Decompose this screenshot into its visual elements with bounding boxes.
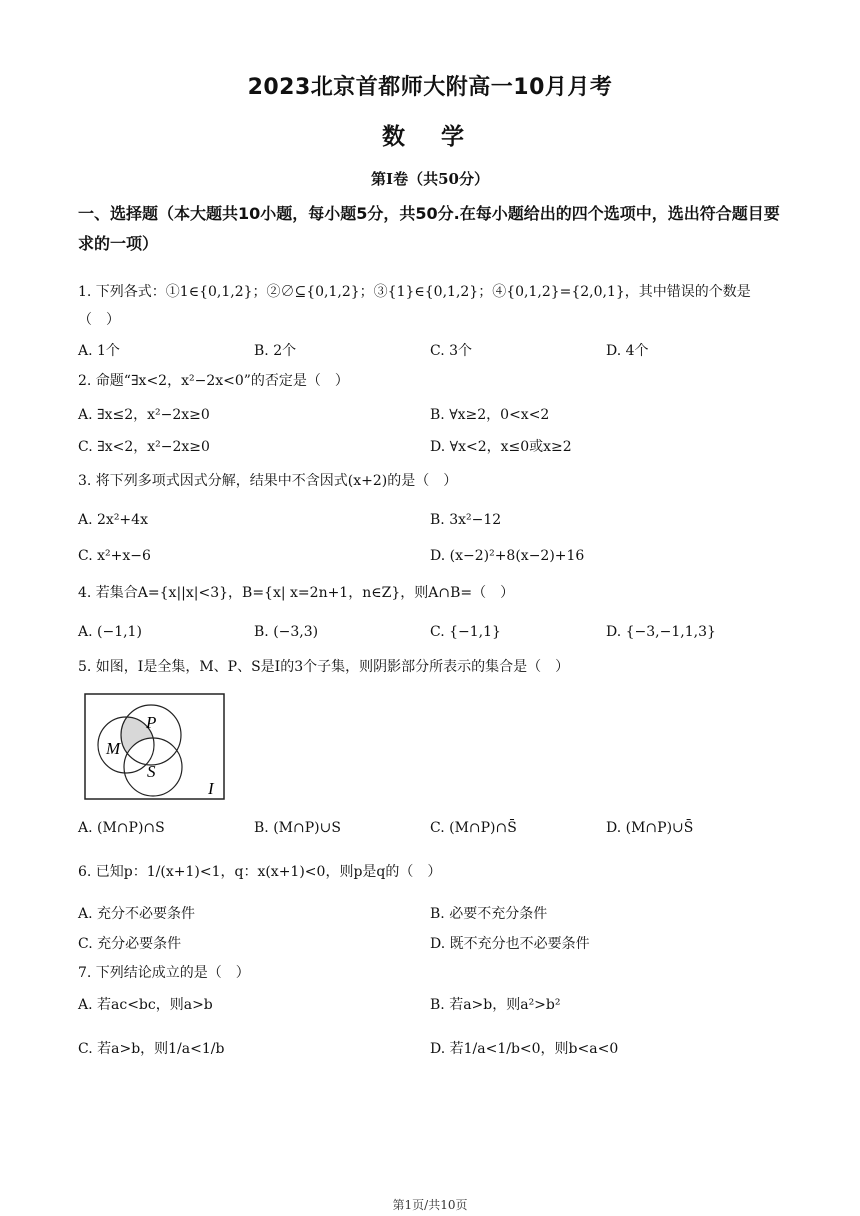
question-5-option-a: A. (M∩P)∩S xyxy=(78,820,165,836)
question-4-option-c: C. {−1,1} xyxy=(430,624,501,640)
question-3-option-b: B. 3x²−12 xyxy=(430,512,502,528)
question-1-option-d: D. 4个 xyxy=(606,343,649,359)
question-7-option-b: B. 若a>b，则a²>b² xyxy=(430,997,561,1013)
question-6-option-c: C. 充分必要条件 xyxy=(78,936,182,952)
question-5-option-b: B. (M∩P)∪S xyxy=(254,820,341,836)
question-6-option-b: B. 必要不充分条件 xyxy=(430,906,548,922)
question-6-option-d: D. 既不充分也不必要条件 xyxy=(430,936,590,952)
question-5-option-d: D. (M∩P)∪S̄ xyxy=(606,820,694,836)
question-1-stem: 1. 下列各式：①1∈{0,1,2}；②∅⊆{0,1,2}；③{1}∈{0,1,2}；④{0,1,2}={2,0,1}，其中错误的个数是 xyxy=(78,284,751,300)
label-i: I xyxy=(208,779,214,798)
page-title: 2023北京首都师大附高一10月月考 xyxy=(247,75,613,100)
question-6-option-a: A. 充分不必要条件 xyxy=(78,906,196,922)
section-heading: 一、选择题（本大题共10小题，每小题5分，共50分.在每小题给出的四个选项中，选出符合题目要求的一项） xyxy=(78,204,780,253)
question-2-option-d: D. ∀x<2，x≤0或x≥2 xyxy=(430,439,572,455)
question-4-option-b: B. (−3,3) xyxy=(254,624,319,640)
question-7-stem: 7. 下列结论成立的是（ ） xyxy=(78,965,250,981)
subject-heading: 数 学 xyxy=(381,124,478,150)
venn-diagram xyxy=(84,693,226,801)
question-2-stem: 2. 命题“∃x<2，x²−2x<0”的否定是（ ） xyxy=(78,373,349,389)
label-s: S xyxy=(147,762,156,781)
question-7-option-c: C. 若a>b，则1/a<1/b xyxy=(78,1041,225,1057)
question-2-option-c: C. ∃x<2，x²−2x≥0 xyxy=(78,439,210,455)
question-3-stem: 3. 将下列多项式因式分解，结果中不含因式(x+2)的是（ ） xyxy=(78,473,458,489)
question-2-option-b: B. ∀x≥2，0<x<2 xyxy=(430,407,550,423)
page-footer: 第1页/共10页 xyxy=(392,1198,468,1212)
question-4-option-d: D. {−3,−1,1,3} xyxy=(606,624,716,640)
question-3-option-a: A. 2x²+4x xyxy=(78,512,148,528)
question-1-option-a: A. 1个 xyxy=(78,343,120,359)
question-5-stem: 5. 如图，I是全集，M、P、S是I的3个子集，则阴影部分所表示的集合是（ ） xyxy=(78,659,570,675)
question-5-option-c: C. (M∩P)∩S̄ xyxy=(430,820,517,836)
question-7-option-d: D. 若1/a<1/b<0，则b<a<0 xyxy=(430,1041,619,1057)
question-4-option-a: A. (−1,1) xyxy=(78,624,142,640)
label-m: M xyxy=(106,739,121,758)
question-4-stem: 4. 若集合A={x||x|<3}，B={x| x=2n+1，n∈Z}，则A∩B=（ ） xyxy=(78,585,515,601)
question-3-option-d: D. (x−2)²+8(x−2)+16 xyxy=(430,548,585,564)
question-7-option-a: A. 若ac<bc，则a>b xyxy=(78,997,213,1013)
question-3-option-c: C. x²+x−6 xyxy=(78,548,151,564)
question-6-stem: 6. 已知p：1/(x+1)<1，q：x(x+1)<0，则p是q的（ ） xyxy=(78,864,442,880)
question-1-option-c: C. 3个 xyxy=(430,343,473,359)
question-1-stem-continued: （ ） xyxy=(78,312,120,328)
part-heading: 第Ⅰ卷（共50分） xyxy=(371,170,489,188)
label-p: P xyxy=(146,713,157,732)
question-2-option-a: A. ∃x≤2，x²−2x≥0 xyxy=(78,407,210,423)
question-1-option-b: B. 2个 xyxy=(254,343,297,359)
